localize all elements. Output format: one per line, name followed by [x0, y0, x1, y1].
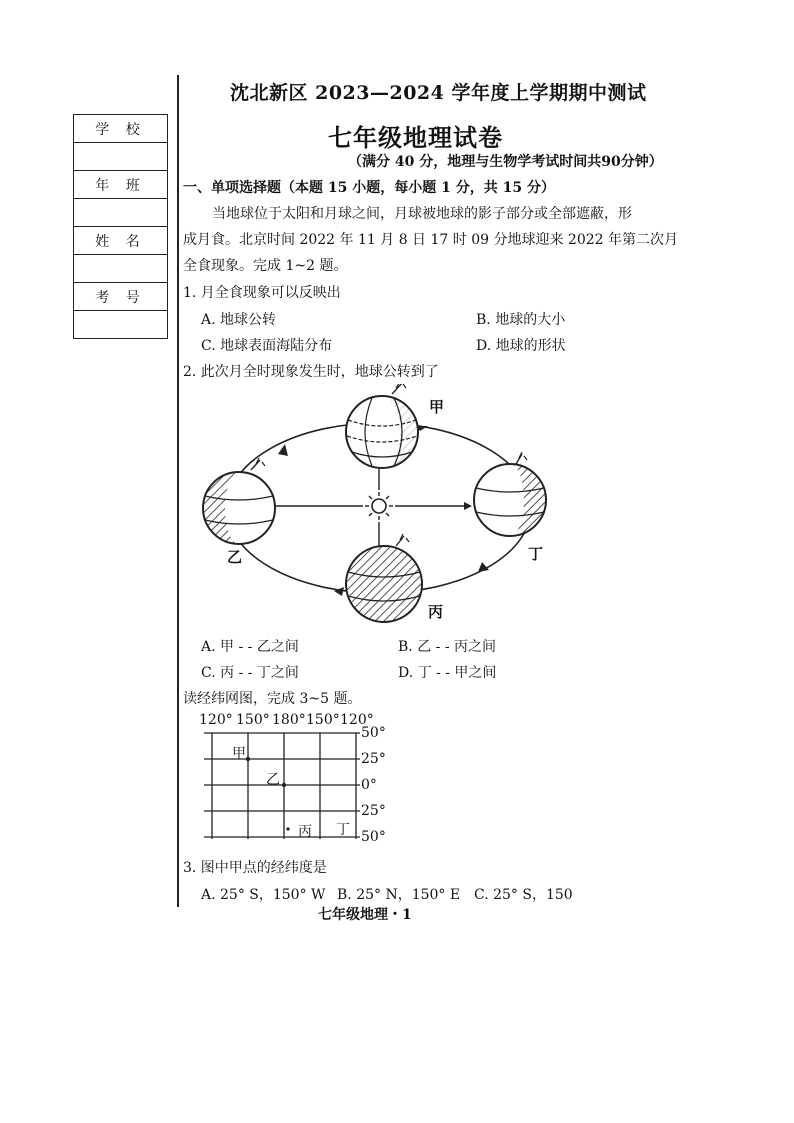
- class-field[interactable]: [74, 199, 168, 227]
- question-3-stem: 3. 图中甲点的经纬度是: [183, 860, 327, 876]
- passage-line: 当地球位于太阳和月球之间，月球被地球的影子部分或全部遮蔽，形: [212, 206, 632, 222]
- label-yi: 乙: [227, 548, 243, 566]
- point-yi-marker: [282, 783, 286, 787]
- school-field[interactable]: [74, 143, 168, 171]
- exam-subtitle: （满分 40 分，地理与生物学考试时间共90分钟）: [348, 154, 663, 170]
- id-field[interactable]: [74, 311, 168, 339]
- q3-option-b[interactable]: B. 25° N，150° E: [337, 887, 461, 903]
- binding-line: [177, 75, 179, 907]
- grid-intro: 读经纬网图，完成 3~5 题。: [183, 691, 362, 707]
- name-field[interactable]: [74, 255, 168, 283]
- id-label: 考 号: [74, 283, 168, 311]
- exam-title: 沈北新区 2023—2024 学年度上学期期中测试: [230, 82, 647, 104]
- paper-title: 七年级地理试卷: [328, 123, 503, 152]
- q3-option-a[interactable]: A. 25° S，150° W: [201, 887, 326, 903]
- q3-option-c[interactable]: C. 25° S，150: [474, 887, 573, 903]
- point-bing-label: 丙: [298, 824, 312, 840]
- earth-bing-icon: [346, 534, 422, 622]
- earth-jia-icon: [346, 384, 418, 468]
- passage-line: 全食现象。完成 1~2 题。: [183, 258, 348, 274]
- label-ding: 丁: [528, 545, 544, 563]
- orbit-arrow-icon: [278, 444, 288, 456]
- orbit-arrow-icon: [334, 587, 344, 596]
- q1-option-d[interactable]: D. 地球的形状: [476, 338, 566, 354]
- sun-icon: [365, 492, 393, 520]
- lon-label: 150°: [236, 712, 270, 728]
- label-bing: 丙: [428, 603, 444, 621]
- school-label: 学 校: [74, 115, 168, 143]
- arrow-icon: [464, 502, 472, 510]
- q2-option-d[interactable]: D. 丁 - - 甲之间: [398, 665, 497, 681]
- lat-label: 50°: [361, 829, 386, 845]
- q1-option-b[interactable]: B. 地球的大小: [476, 312, 566, 328]
- q1-option-a[interactable]: A. 地球公转: [201, 312, 277, 328]
- point-bing-marker: [286, 827, 289, 830]
- q2-option-c[interactable]: C. 丙 - - 丁之间: [201, 665, 299, 681]
- point-yi-label: 乙: [266, 772, 280, 788]
- point-jia-marker: [246, 757, 250, 761]
- student-info-table: [73, 114, 168, 339]
- q1-option-c[interactable]: C. 地球表面海陆分布: [201, 338, 333, 354]
- lat-label: 50°: [361, 725, 386, 741]
- q2-option-a[interactable]: A. 甲 - - 乙之间: [201, 639, 299, 655]
- lat-label: 25°: [361, 751, 386, 767]
- page-footer: 七年级地理・1: [318, 907, 412, 923]
- lon-label: 120°: [199, 712, 233, 728]
- section-heading: 一、单项选择题（本题 15 小题，每小题 1 分，共 15 分）: [183, 180, 555, 196]
- point-jia-label: 甲: [232, 746, 246, 762]
- lon-label: 180°: [272, 712, 306, 728]
- lon-label: 120°: [340, 712, 374, 728]
- earth-orbit-diagram: [196, 384, 566, 628]
- earth-yi-icon: [203, 458, 275, 544]
- question-2-stem: 2. 此次月全时现象发生时，地球公转到了: [183, 364, 439, 380]
- name-label: 姓 名: [74, 227, 168, 255]
- point-ding-label: 丁: [336, 822, 350, 838]
- q2-option-b[interactable]: B. 乙 - - 丙之间: [398, 639, 496, 655]
- class-label: 年 班: [74, 171, 168, 199]
- lon-label: 150°: [306, 712, 340, 728]
- question-1-stem: 1. 月全食现象可以反映出: [183, 285, 341, 301]
- lat-label: 25°: [361, 803, 386, 819]
- passage-line: 成月食。北京时间 2022 年 11 月 8 日 17 时 09 分地球迎来 2022 年第二次月: [183, 232, 679, 248]
- lat-label: 0°: [361, 777, 377, 793]
- earth-ding-icon: [474, 452, 546, 536]
- label-jia: 甲: [429, 398, 445, 416]
